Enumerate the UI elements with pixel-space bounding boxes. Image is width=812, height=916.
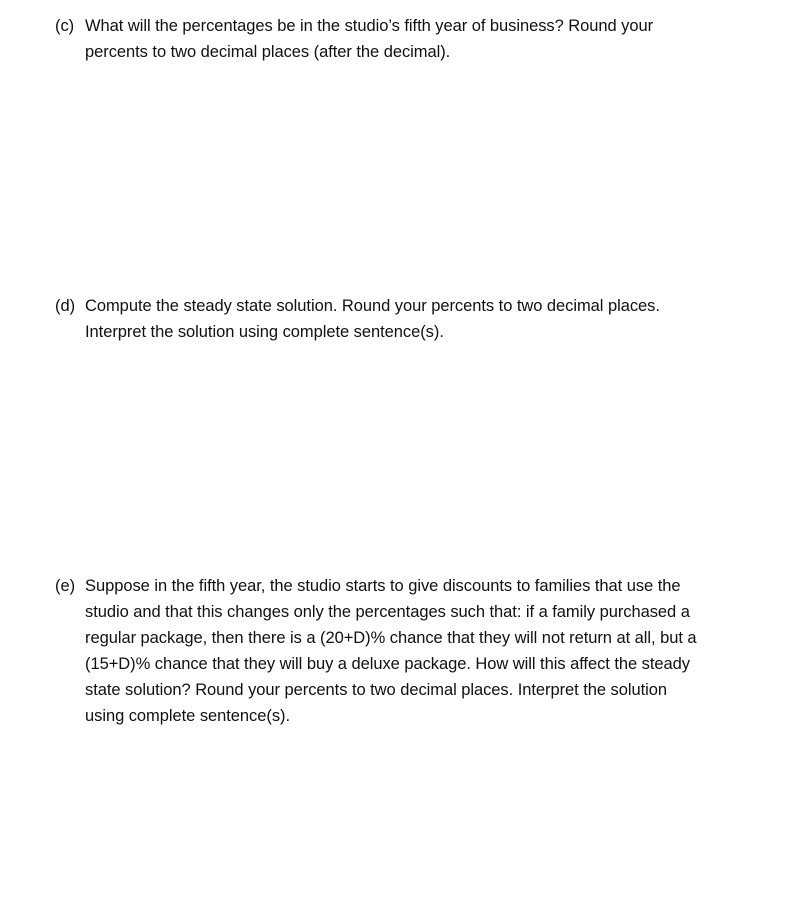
question-line: [55, 573, 765, 599]
question-text: using complete sentence(s).: [85, 707, 291, 725]
question-label: (e): [55, 577, 76, 595]
question-text: regular package, then there is a (20+D)% chance that they will not return at all, but a: [85, 629, 697, 647]
question-line: [55, 625, 765, 651]
question-d: [55, 293, 765, 345]
question-text: Interpret the solution using complete sentence(s).: [85, 323, 444, 341]
question-line: [55, 319, 765, 345]
question-text: studio and that this changes only the percentages such that: if a family purchased a: [85, 603, 690, 621]
question-text: state solution? Round your percents to two decimal places. Interpret the solution: [85, 681, 668, 699]
question-line: [55, 13, 765, 39]
question-line: [55, 599, 765, 625]
question-c: [55, 13, 765, 65]
question-line: [55, 293, 765, 319]
question-text: (15+D)% chance that they will buy a deluxe package. How will this affect the steady: [85, 655, 690, 673]
question-text: Compute the steady state solution. Round your percents to two decimal places.: [85, 297, 660, 315]
question-line: [55, 677, 765, 703]
question-line: [55, 39, 765, 65]
question-label: (c): [55, 17, 75, 35]
question-line: [55, 651, 765, 677]
question-text: What will the percentages be in the studio’s fifth year of business? Round your: [85, 17, 654, 35]
question-text: percents to two decimal places (after the decimal).: [85, 43, 451, 61]
question-label: (d): [55, 297, 76, 315]
question-line: [55, 703, 765, 729]
question-text: Suppose in the fifth year, the studio starts to give discounts to families that use the: [85, 577, 681, 595]
question-e: [55, 573, 765, 729]
